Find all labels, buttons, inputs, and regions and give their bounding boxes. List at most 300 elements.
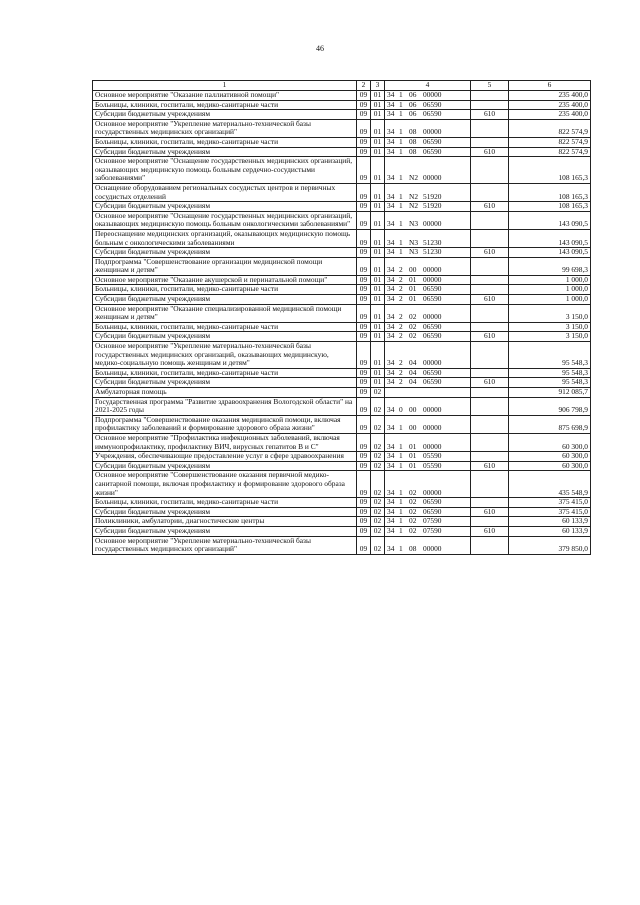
target-code-part: 2 bbox=[399, 284, 403, 294]
subsection-code-cell: 02 bbox=[371, 498, 385, 508]
subsection-code-cell: 01 bbox=[371, 202, 385, 212]
target-code-part: 34 bbox=[387, 423, 395, 433]
target-code-part: 01 bbox=[409, 274, 417, 284]
target-code-part: 02 bbox=[409, 487, 417, 497]
target-code-cell bbox=[385, 137, 471, 147]
target-code-part: 01 bbox=[409, 441, 417, 451]
target-code-cell bbox=[385, 110, 471, 120]
table-row bbox=[93, 202, 591, 212]
target-code-part: 02 bbox=[409, 516, 417, 526]
section-code-cell: 09 bbox=[357, 507, 371, 517]
row-name-cell: Основное мероприятие "Оказание специализированной медицинской помощи женщинам и детям" bbox=[93, 304, 357, 322]
table-row bbox=[93, 229, 591, 247]
target-code-cell bbox=[385, 471, 471, 498]
section-code-cell: 09 bbox=[357, 397, 371, 415]
subsection-code-cell: 01 bbox=[371, 157, 385, 184]
amount-cell: 235 400,0 bbox=[509, 110, 591, 120]
target-code-cell bbox=[385, 211, 471, 229]
amount-cell: 1 000,0 bbox=[509, 295, 591, 305]
expense-type-cell bbox=[471, 304, 509, 322]
target-code-part: 02 bbox=[409, 525, 417, 535]
expense-type-cell bbox=[471, 452, 509, 462]
table-row bbox=[93, 526, 591, 536]
target-code-part: 34 bbox=[387, 405, 395, 415]
expense-type-cell bbox=[471, 342, 509, 369]
target-code-part: 04 bbox=[409, 358, 417, 368]
subsection-code-cell: 01 bbox=[371, 183, 385, 201]
amount-cell: 143 090,5 bbox=[509, 248, 591, 258]
amount-cell: 99 698,3 bbox=[509, 257, 591, 275]
target-code-part: 08 bbox=[409, 127, 417, 137]
target-code-part: 1 bbox=[399, 497, 403, 507]
expense-type-cell: 610 bbox=[471, 461, 509, 471]
target-code-part: 34 bbox=[387, 294, 395, 304]
target-code-part: 01 bbox=[409, 294, 417, 304]
target-code-part: 51920 bbox=[423, 191, 442, 201]
expense-type-cell bbox=[471, 157, 509, 184]
subsection-code-cell: 01 bbox=[371, 275, 385, 285]
target-code-part: 1 bbox=[399, 127, 403, 137]
target-code-part: 06590 bbox=[423, 377, 442, 387]
target-code-part: 06 bbox=[409, 109, 417, 119]
target-code-cell bbox=[385, 342, 471, 369]
subsection-code-cell: 01 bbox=[371, 342, 385, 369]
table-row bbox=[93, 183, 591, 201]
row-name-cell: Основное мероприятие "Укрепление материально-технической базы государственных медицинских организаций" bbox=[93, 536, 357, 554]
target-code-part: 34 bbox=[387, 274, 395, 284]
target-code-part: 00000 bbox=[423, 219, 442, 229]
target-code-part: 1 bbox=[399, 451, 403, 461]
target-code-part: 00000 bbox=[423, 544, 442, 554]
target-code-part: 2 bbox=[399, 265, 403, 275]
target-code-part: 2 bbox=[399, 367, 403, 377]
section-code-cell: 09 bbox=[357, 433, 371, 451]
target-code-cell bbox=[385, 517, 471, 527]
target-code-part: 02 bbox=[409, 506, 417, 516]
row-name-cell: Оснащение оборудованием региональных сосудистых центров и первичных сосудистых отделений bbox=[93, 183, 357, 201]
subsection-code-cell: 02 bbox=[371, 397, 385, 415]
section-code-cell: 09 bbox=[357, 137, 371, 147]
row-name-cell: Амбулаторная помощь bbox=[93, 388, 357, 398]
row-name-cell: Субсидии бюджетным учреждениям bbox=[93, 526, 357, 536]
target-code-part: 06 bbox=[409, 99, 417, 109]
target-code-part: 1 bbox=[399, 201, 403, 211]
target-code-cell bbox=[385, 295, 471, 305]
target-code-part: 34 bbox=[387, 90, 395, 99]
section-code-cell: 09 bbox=[357, 322, 371, 332]
target-code-part: 34 bbox=[387, 497, 395, 507]
row-name-cell: Субсидии бюджетным учреждениям bbox=[93, 461, 357, 471]
subsection-code-cell: 02 bbox=[371, 526, 385, 536]
target-code-part: 34 bbox=[387, 284, 395, 294]
target-code-cell bbox=[385, 397, 471, 415]
section-code-cell: 09 bbox=[357, 304, 371, 322]
expense-type-cell: 610 bbox=[471, 202, 509, 212]
section-code-cell: 09 bbox=[357, 388, 371, 398]
target-code-part: 02 bbox=[409, 497, 417, 507]
expense-type-cell: 610 bbox=[471, 147, 509, 157]
section-code-cell: 09 bbox=[357, 91, 371, 101]
target-code-part: 1 bbox=[399, 544, 403, 554]
row-name-cell: Больницы, клиники, госпитали, медико-санитарные части bbox=[93, 137, 357, 147]
row-name-cell: Субсидии бюджетным учреждениям bbox=[93, 507, 357, 517]
subsection-code-cell: 01 bbox=[371, 211, 385, 229]
row-name-cell: Больницы, клиники, госпитали, медико-санитарные части bbox=[93, 498, 357, 508]
table-row bbox=[93, 157, 591, 184]
section-code-cell: 09 bbox=[357, 332, 371, 342]
section-code-cell: 09 bbox=[357, 119, 371, 137]
target-code-cell bbox=[385, 461, 471, 471]
subsection-code-cell: 01 bbox=[371, 285, 385, 295]
expense-type-cell: 610 bbox=[471, 110, 509, 120]
target-code-part: N3 bbox=[409, 219, 419, 229]
amount-cell: 435 548,9 bbox=[509, 471, 591, 498]
table-row bbox=[93, 137, 591, 147]
target-code-part: 06 bbox=[409, 90, 417, 99]
expense-type-cell bbox=[471, 183, 509, 201]
expense-type-cell: 610 bbox=[471, 378, 509, 388]
row-name-cell: Больницы, клиники, госпитали, медико-санитарные части bbox=[93, 285, 357, 295]
expense-type-cell bbox=[471, 388, 509, 398]
amount-cell: 60 300,0 bbox=[509, 461, 591, 471]
target-code-part: 1 bbox=[399, 99, 403, 109]
target-code-part: 34 bbox=[387, 487, 395, 497]
target-code-part: 2 bbox=[399, 358, 403, 368]
target-code-part: 34 bbox=[387, 201, 395, 211]
table-row bbox=[93, 388, 591, 398]
row-name-cell: Государственная программа "Развитие здравоохранения Вологодской области" на 2021-2025 годы bbox=[93, 397, 357, 415]
expense-type-cell bbox=[471, 211, 509, 229]
target-code-part: 08 bbox=[409, 544, 417, 554]
target-code-part: 34 bbox=[387, 460, 395, 470]
target-code-part: 00 bbox=[409, 405, 417, 415]
target-code-part: 34 bbox=[387, 441, 395, 451]
subsection-code-cell: 01 bbox=[371, 119, 385, 137]
amount-cell: 143 090,5 bbox=[509, 211, 591, 229]
table-row bbox=[93, 304, 591, 322]
amount-cell: 143 090,5 bbox=[509, 229, 591, 247]
amount-cell: 906 798,9 bbox=[509, 397, 591, 415]
target-code-part: 34 bbox=[387, 331, 395, 341]
target-code-cell bbox=[385, 248, 471, 258]
row-name-cell: Основное мероприятие "Профилактика инфекционных заболеваний, включая иммунопрофилактику, профилактику ВИЧ, вирусных гепатитов В и С" bbox=[93, 433, 357, 451]
target-code-part: 1 bbox=[399, 136, 403, 146]
amount-cell: 235 400,0 bbox=[509, 91, 591, 101]
header-cell: 3 bbox=[371, 81, 385, 91]
section-code-cell: 09 bbox=[357, 211, 371, 229]
target-code-part: 06590 bbox=[423, 367, 442, 377]
subsection-code-cell: 01 bbox=[371, 248, 385, 258]
table-row bbox=[93, 378, 591, 388]
table-row bbox=[93, 119, 591, 137]
target-code-cell bbox=[385, 388, 471, 398]
target-code-cell bbox=[385, 147, 471, 157]
table-row bbox=[93, 433, 591, 451]
subsection-code-cell: 01 bbox=[371, 332, 385, 342]
target-code-cell bbox=[385, 378, 471, 388]
target-code-part: 01 bbox=[409, 460, 417, 470]
target-code-cell bbox=[385, 536, 471, 554]
subsection-code-cell: 01 bbox=[371, 257, 385, 275]
header-cell: 2 bbox=[357, 81, 371, 91]
row-name-cell: Основное мероприятие "Совершенствование оказания первичной медико-санитарной помощи, включая профилактику и формирование здорового образа жизни" bbox=[93, 471, 357, 498]
target-code-part: 2 bbox=[399, 377, 403, 387]
target-code-cell bbox=[385, 452, 471, 462]
subsection-code-cell: 02 bbox=[371, 388, 385, 398]
target-code-part: 02 bbox=[409, 331, 417, 341]
target-code-part: 06590 bbox=[423, 146, 442, 156]
subsection-code-cell: 01 bbox=[371, 137, 385, 147]
expense-type-cell bbox=[471, 536, 509, 554]
row-name-cell: Субсидии бюджетным учреждениям bbox=[93, 202, 357, 212]
amount-cell: 3 150,0 bbox=[509, 304, 591, 322]
header-cell: 4 bbox=[385, 81, 471, 91]
target-code-part: 34 bbox=[387, 321, 395, 331]
budget-table bbox=[92, 80, 591, 555]
header-cell: 5 bbox=[471, 81, 509, 91]
target-code-part: 34 bbox=[387, 377, 395, 387]
target-code-part: 34 bbox=[387, 451, 395, 461]
row-name-cell: Основное мероприятие "Оказание акушерской и перинатальной помощи" bbox=[93, 275, 357, 285]
table-row bbox=[93, 295, 591, 305]
table-row bbox=[93, 517, 591, 527]
target-code-part: 2 bbox=[399, 312, 403, 322]
target-code-part: 06590 bbox=[423, 284, 442, 294]
subsection-code-cell: 02 bbox=[371, 415, 385, 433]
expense-type-cell bbox=[471, 91, 509, 101]
amount-cell: 60 133,9 bbox=[509, 517, 591, 527]
subsection-code-cell: 01 bbox=[371, 100, 385, 110]
amount-cell: 3 150,0 bbox=[509, 332, 591, 342]
table-header-row bbox=[93, 81, 591, 91]
page-number: 46 bbox=[316, 44, 324, 53]
target-code-part: 05590 bbox=[423, 460, 442, 470]
amount-cell: 95 548,3 bbox=[509, 368, 591, 378]
target-code-part: 34 bbox=[387, 127, 395, 137]
amount-cell: 60 300,0 bbox=[509, 452, 591, 462]
row-name-cell: Больницы, клиники, госпитали, медико-санитарные части bbox=[93, 368, 357, 378]
amount-cell: 375 415,0 bbox=[509, 498, 591, 508]
table-row bbox=[93, 211, 591, 229]
table-row bbox=[93, 452, 591, 462]
amount-cell: 1 000,0 bbox=[509, 285, 591, 295]
section-code-cell: 09 bbox=[357, 536, 371, 554]
target-code-part: 00000 bbox=[423, 405, 442, 415]
subsection-code-cell: 01 bbox=[371, 229, 385, 247]
target-code-part: 34 bbox=[387, 191, 395, 201]
expense-type-cell bbox=[471, 257, 509, 275]
target-code-cell bbox=[385, 91, 471, 101]
row-name-cell: Переоснащение медицинских организаций, оказывающих медицинскую помощь больным с онкологическими заболеваниями bbox=[93, 229, 357, 247]
row-name-cell: Основное мероприятие "Оказание паллиативной помощи" bbox=[93, 91, 357, 101]
target-code-part: 34 bbox=[387, 146, 395, 156]
target-code-part: 02 bbox=[409, 321, 417, 331]
target-code-part: 1 bbox=[399, 237, 403, 247]
target-code-part: 34 bbox=[387, 312, 395, 322]
target-code-part: 02 bbox=[409, 312, 417, 322]
target-code-cell bbox=[385, 202, 471, 212]
target-code-part: N3 bbox=[409, 237, 419, 247]
section-code-cell: 09 bbox=[357, 257, 371, 275]
expense-type-cell: 610 bbox=[471, 507, 509, 517]
section-code-cell: 09 bbox=[357, 461, 371, 471]
subsection-code-cell: 01 bbox=[371, 91, 385, 101]
amount-cell: 822 574,9 bbox=[509, 119, 591, 137]
target-code-part: 34 bbox=[387, 544, 395, 554]
expense-type-cell: 610 bbox=[471, 295, 509, 305]
subsection-code-cell: 02 bbox=[371, 471, 385, 498]
target-code-cell bbox=[385, 498, 471, 508]
target-code-part: 1 bbox=[399, 516, 403, 526]
table-row bbox=[93, 415, 591, 433]
expense-type-cell bbox=[471, 119, 509, 137]
subsection-code-cell: 01 bbox=[371, 322, 385, 332]
target-code-part: 34 bbox=[387, 247, 395, 257]
section-code-cell: 09 bbox=[357, 285, 371, 295]
target-code-part: 04 bbox=[409, 377, 417, 387]
section-code-cell: 09 bbox=[357, 452, 371, 462]
target-code-part: 1 bbox=[399, 109, 403, 119]
target-code-part: 1 bbox=[399, 460, 403, 470]
target-code-part: 06590 bbox=[423, 321, 442, 331]
target-code-part: N2 bbox=[409, 201, 419, 211]
target-code-part: 07590 bbox=[423, 516, 442, 526]
target-code-part: 34 bbox=[387, 219, 395, 229]
target-code-part: 08 bbox=[409, 146, 417, 156]
amount-cell: 108 165,3 bbox=[509, 183, 591, 201]
section-code-cell: 09 bbox=[357, 368, 371, 378]
target-code-part: 00000 bbox=[423, 487, 442, 497]
subsection-code-cell: 02 bbox=[371, 536, 385, 554]
expense-type-cell bbox=[471, 137, 509, 147]
row-name-cell: Субсидии бюджетным учреждениям bbox=[93, 295, 357, 305]
subsection-code-cell: 02 bbox=[371, 517, 385, 527]
target-code-part: 34 bbox=[387, 358, 395, 368]
target-code-cell bbox=[385, 304, 471, 322]
target-code-cell bbox=[385, 119, 471, 137]
table-row bbox=[93, 248, 591, 258]
target-code-part: 07590 bbox=[423, 525, 442, 535]
subsection-code-cell: 01 bbox=[371, 147, 385, 157]
section-code-cell: 09 bbox=[357, 229, 371, 247]
target-code-part: 1 bbox=[399, 146, 403, 156]
target-code-part: N3 bbox=[409, 247, 419, 257]
amount-cell: 375 415,0 bbox=[509, 507, 591, 517]
target-code-part: 1 bbox=[399, 173, 403, 183]
section-code-cell: 09 bbox=[357, 147, 371, 157]
target-code-cell bbox=[385, 415, 471, 433]
target-code-part: 34 bbox=[387, 525, 395, 535]
section-code-cell: 09 bbox=[357, 248, 371, 258]
target-code-part: 00000 bbox=[423, 358, 442, 368]
row-name-cell: Субсидии бюджетным учреждениям bbox=[93, 110, 357, 120]
target-code-part: 00 bbox=[409, 423, 417, 433]
amount-cell: 95 548,3 bbox=[509, 342, 591, 369]
section-code-cell: 09 bbox=[357, 517, 371, 527]
table-row bbox=[93, 342, 591, 369]
row-name-cell: Поликлиники, амбулатории, диагностические центры bbox=[93, 517, 357, 527]
target-code-part: 2 bbox=[399, 331, 403, 341]
table-row bbox=[93, 536, 591, 554]
amount-cell: 108 165,3 bbox=[509, 157, 591, 184]
expense-type-cell bbox=[471, 498, 509, 508]
amount-cell: 822 574,9 bbox=[509, 147, 591, 157]
table-row bbox=[93, 498, 591, 508]
table-row bbox=[93, 257, 591, 275]
row-name-cell: Больницы, клиники, госпитали, медико-санитарные части bbox=[93, 322, 357, 332]
row-name-cell: Субсидии бюджетным учреждениям bbox=[93, 378, 357, 388]
target-code-part: 06590 bbox=[423, 99, 442, 109]
target-code-part: 51920 bbox=[423, 201, 442, 211]
target-code-part: 08 bbox=[409, 136, 417, 146]
subsection-code-cell: 01 bbox=[371, 304, 385, 322]
section-code-cell: 09 bbox=[357, 275, 371, 285]
target-code-part: 00000 bbox=[423, 423, 442, 433]
section-code-cell: 09 bbox=[357, 378, 371, 388]
row-name-cell: Субсидии бюджетным учреждениям bbox=[93, 147, 357, 157]
row-name-cell: Субсидии бюджетным учреждениям bbox=[93, 332, 357, 342]
amount-cell: 379 850,0 bbox=[509, 536, 591, 554]
section-code-cell: 09 bbox=[357, 157, 371, 184]
expense-type-cell bbox=[471, 433, 509, 451]
subsection-code-cell: 02 bbox=[371, 507, 385, 517]
amount-cell: 3 150,0 bbox=[509, 322, 591, 332]
target-code-part: 1 bbox=[399, 90, 403, 99]
target-code-part: 04 bbox=[409, 367, 417, 377]
expense-type-cell bbox=[471, 471, 509, 498]
target-code-part: 00 bbox=[409, 265, 417, 275]
amount-cell: 912 085,7 bbox=[509, 388, 591, 398]
amount-cell: 235 400,0 bbox=[509, 100, 591, 110]
target-code-part: 34 bbox=[387, 237, 395, 247]
section-code-cell: 09 bbox=[357, 100, 371, 110]
target-code-part: 1 bbox=[399, 191, 403, 201]
expense-type-cell: 610 bbox=[471, 332, 509, 342]
row-name-cell: Основное мероприятие "Оснащение государственных медицинских организаций, оказывающих медицинскую помощь больным сердечно-сосудистыми заболеваниями" bbox=[93, 157, 357, 184]
target-code-part: N2 bbox=[409, 191, 419, 201]
expense-type-cell bbox=[471, 229, 509, 247]
expense-type-cell bbox=[471, 397, 509, 415]
target-code-part: N2 bbox=[409, 173, 419, 183]
target-code-cell bbox=[385, 332, 471, 342]
header-cell: 6 bbox=[509, 81, 591, 91]
target-code-part: 06590 bbox=[423, 136, 442, 146]
expense-type-cell bbox=[471, 275, 509, 285]
target-code-part: 0 bbox=[399, 405, 403, 415]
target-code-part: 34 bbox=[387, 99, 395, 109]
target-code-part: 34 bbox=[387, 265, 395, 275]
target-code-part: 34 bbox=[387, 516, 395, 526]
amount-cell: 95 548,3 bbox=[509, 378, 591, 388]
table-row bbox=[93, 91, 591, 101]
section-code-cell: 09 bbox=[357, 526, 371, 536]
subsection-code-cell: 02 bbox=[371, 452, 385, 462]
target-code-part: 51230 bbox=[423, 247, 442, 257]
target-code-part: 06590 bbox=[423, 331, 442, 341]
section-code-cell: 09 bbox=[357, 342, 371, 369]
amount-cell: 822 574,9 bbox=[509, 137, 591, 147]
row-name-cell: Основное мероприятие "Укрепление материально-технической базы государственных медицинских организаций" bbox=[93, 119, 357, 137]
amount-cell: 875 698,9 bbox=[509, 415, 591, 433]
target-code-part: 00000 bbox=[423, 127, 442, 137]
target-code-part: 1 bbox=[399, 423, 403, 433]
row-name-cell: Подпрограмма "Совершенствование оказания медицинской помощи, включая профилактику заболеваний и формирование здорового образа жизни" bbox=[93, 415, 357, 433]
amount-cell: 60 300,0 bbox=[509, 433, 591, 451]
subsection-code-cell: 01 bbox=[371, 378, 385, 388]
target-code-part: 34 bbox=[387, 173, 395, 183]
target-code-part: 00000 bbox=[423, 265, 442, 275]
target-code-part: 2 bbox=[399, 274, 403, 284]
